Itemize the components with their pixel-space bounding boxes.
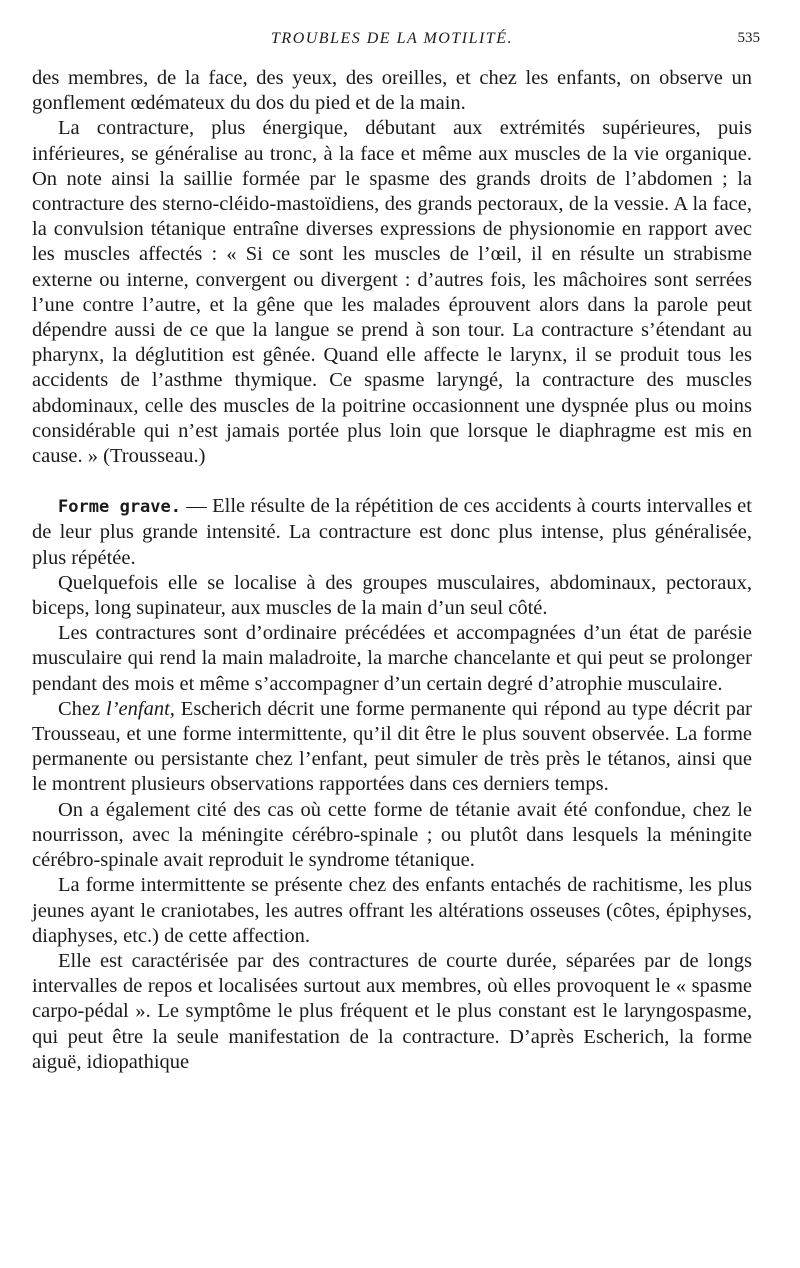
section-heading: Forme grave. [58, 497, 181, 518]
paragraph-enfant-rest: , Escherich décrit une forme permanente qui répond au type décrit par Trousseau, et une forme intermittente, qu’il dit être le plus souvent observée. La forme permanente ou persistante chez l’enfant, peut simuler de très près le tétanos, ainsi que le montrent plusieurs observations rapportées dans ces derniers temps. [32, 697, 752, 796]
body-text [32, 66, 752, 1075]
paragraph-caracterisee: Elle est caractérisée par des contractures de courte durée, séparées par de longs intervalles de repos et localisées surtout aux membres, où elles provoquent le « spasme carpo-pédal ». Le symptôme le plus fréquent et le plus constant est le laryngospasme, qui peut être la seule manifestation de la contracture. D’après Escherich, la forme aiguë, idiopathique [32, 949, 752, 1073]
paragraph-intermittente: La forme intermittente se présente chez des enfants entachés de rachitisme, les plus jeunes ayant le craniotabes, les autres offrant les altérations osseuses (côtes, épiphyses, diaphyses, etc.) de cette affection. [32, 874, 752, 947]
section-heading-text: — Elle résulte de la répétition de ces accidents à courts intervalles et de leur plus grande intensité. La contracture est donc plus intense, plus généralisée, plus répétée. [32, 495, 752, 569]
running-header [32, 0, 760, 66]
paragraph-continued: des membres, de la face, des yeux, des oreilles, et chez les enfants, on observe un gonflement œdémateux du dos du pied et de la main. [32, 67, 752, 115]
paragraph-forme-grave [32, 494, 752, 571]
page-number: 535 [737, 30, 760, 46]
italic-term: l’enfant [106, 697, 170, 720]
paragraph-meningite: On a également cité des cas où cette forme de tétanie avait été confondue, chez le nourrisson, avec la méningite cérébro-spinale ; ou plutôt dans lesquels la méningite cérébro-spinale avait reproduit le syndrome tétanique. [32, 798, 752, 872]
running-title: TROUBLES DE LA MOTILITÉ. [271, 30, 513, 47]
paragraph-paresie: Les contractures sont d’ordinaire précédées et accompagnées d’un état de parésie musculaire qui rend la main maladroite, la marche chancelante et qui peut se prolonger pendant des mois et même s’accompagner d’un certain degré d’atrophie musculaire. [32, 622, 752, 695]
paragraph-contracture: La contracture, plus énergique, débutant aux extrémités supérieures, puis inférieures, se généralise au tronc, à la face et même aux muscles de la vie organique. On note ainsi la saillie formée par le spasme des grands droits de l’abdomen ; la contracture des sterno-cléido-mastoïdiens, des grands pectoraux, de la vessie. A la face, la convulsion tétanique entraîne diverses expressions de physionomie en rapport avec les muscles affectés : « Si ce sont les muscles de l’œil, il en résulte un strabisme externe ou interne, convergent ou divergent : d’autres fois, les mâchoires sont serrées l’une contre l’autre, et la gêne que les malades éprouvent alors dans la parole peut dépendre aussi de ce que la langue se prend à son tour. La contracture s’étendant au pharynx, la déglutition est gênée. Quand elle affecte le larynx, il se produit tous les accidents de l’asthme thymique. Ce spasme laryngé, la contracture des muscles abdominaux, celle des muscles de la poitrine occasionnent une dyspnée plus ou moins considérable qui n’est jamais portée plus loin que lorsque le diaphragme est mis en cause. » (Trousseau.) [32, 117, 752, 468]
paragraph-localisation: Quelquefois elle se localise à des groupes musculaires, abdominaux, pectoraux, biceps, long supinateur, aux muscles de la main d’un seul côté. [32, 571, 752, 620]
paragraph-enfant-start: Chez [58, 697, 107, 720]
paragraph-enfant [32, 697, 752, 798]
